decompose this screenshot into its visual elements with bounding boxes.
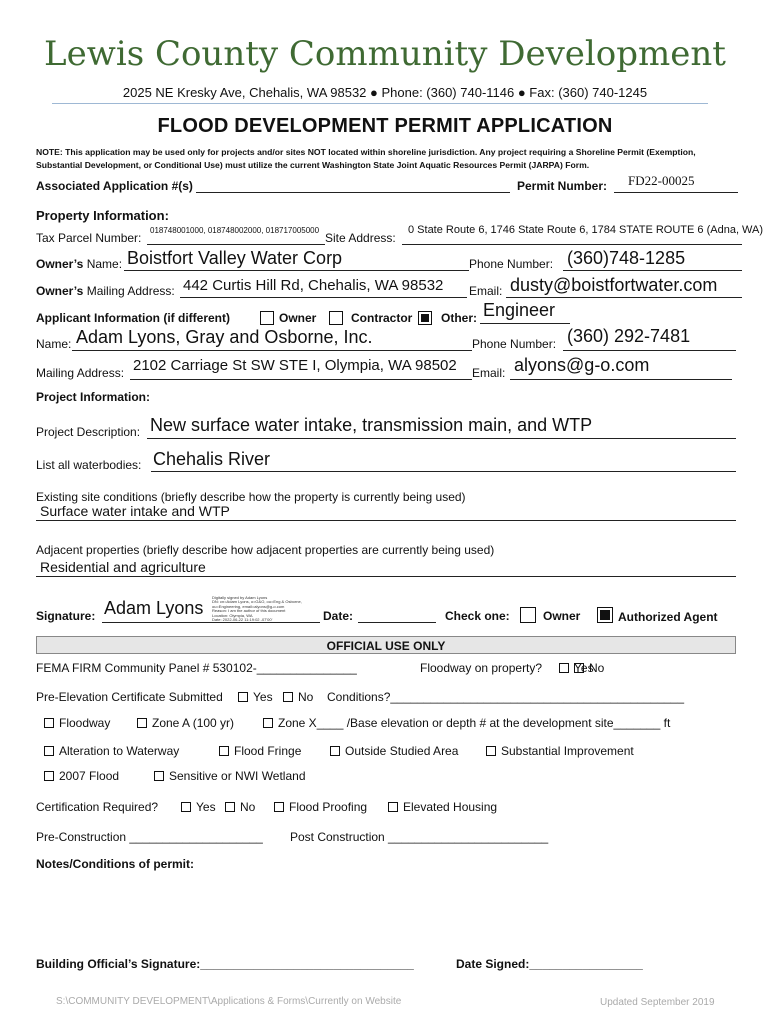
waterbodies-field[interactable] [151,471,736,472]
adjacent-value: Residential and agriculture [40,559,206,575]
checkbox[interactable] [181,802,191,812]
opt-flood-fringe-label: Flood Fringe [234,744,302,758]
owner-mail-field[interactable] [180,297,467,298]
digi-line: Digitally signed by Adam Lyons [212,595,268,600]
digi-line: DN: cn=Adam Lyons, o=G&O, ou=Eng & Osborne, [212,599,302,605]
permit-number-value: FD22-00025 [628,173,695,188]
owner-phone-field[interactable] [563,270,742,271]
opt-2007-flood-label: 2007 Flood [59,769,120,783]
org-address: 2025 NE Kresky Ave, Chehalis, WA 98532 ● Phone: (360) 740-1146 ● Fax: (360) 740-1245 [122,85,648,100]
cert-yes[interactable] [181,800,216,814]
opt-other[interactable] [418,309,432,327]
applicant-email-field[interactable] [510,379,732,380]
checkbox[interactable] [225,802,235,812]
opt-outside-studied[interactable] [330,744,458,758]
digi-line: Location: Olympia, WA [212,612,253,618]
opt-sensitive[interactable] [154,769,306,783]
site-address-field[interactable] [402,244,742,245]
signature-label: Signature: [36,609,96,623]
property-heading: Property Information: [36,208,169,223]
floodway-no[interactable] [574,661,604,675]
existing-value: Surface water intake and WTP [40,503,230,519]
other-checkbox[interactable] [418,311,432,325]
opt-zone-x-label: Zone X____ /Base elevation or depth # at the development site_______ ft [278,716,671,730]
opt-sensitive-label: Sensitive or NWI Wetland [169,769,306,783]
checkbox[interactable] [559,663,569,673]
opt-alteration[interactable] [44,744,179,758]
cert-no-label: No [240,800,256,814]
org-title: Lewis County Community Development [44,34,726,74]
owner-name-field[interactable] [124,270,469,271]
pre-elevation-no[interactable] [283,690,313,704]
checkbox[interactable] [44,718,54,728]
checkbox[interactable] [283,692,293,702]
site-address-value: 0 State Route 6, 1746 State Route 6, 1784 STATE ROUTE 6 (Adna, WA) [408,224,764,236]
applicant-phone-label: Phone Number: [472,337,557,351]
adjacent-field[interactable] [36,576,736,577]
header-divider [52,103,708,104]
check-owner[interactable] [520,607,536,625]
opt-substantial-label: Substantial Improvement [501,744,634,758]
opt-owner-label: Owner [279,311,317,325]
waterbodies-value: Chehalis River [153,449,271,469]
opt-alteration-label: Alteration to Waterway [59,744,180,758]
fema-panel: FEMA FIRM Community Panel # 530102-_______________ [36,661,357,675]
owner-email-field[interactable] [506,297,742,298]
floodway-yes-label: Yes [574,661,594,675]
owner-name-label [36,257,122,271]
date-signed[interactable]: Date Signed:_________________ [456,957,643,971]
check-agent-label: Authorized Agent [618,610,718,624]
signature-date-field[interactable] [358,622,436,623]
waterbodies-label: List all waterbodies: [36,458,142,472]
checkbox[interactable] [238,692,248,702]
check-owner-label: Owner [543,609,581,623]
project-desc-field[interactable] [147,438,736,439]
owner-email-value: dusty@boistfortwater.com [510,275,718,295]
digi-line: Date: 2022-06-22 11:19:02 -07'00' [212,617,273,623]
existing-label: Existing site conditions (briefly describe how the property is currently being used) [36,490,466,504]
owner-mail-label [36,284,175,298]
note-line-1: NOTE: This application may be used only for projects and/or sites NOT located within shoreline jurisdiction. Any project requiring a Shoreline Permit (Exemption, [36,147,696,157]
site-address-label: Site Address: [325,231,396,245]
owner-phone-value: (360)748-1285 [567,248,686,268]
cert-yes-label: Yes [196,800,216,814]
opt-contractor[interactable] [329,309,343,327]
applicant-phone-field[interactable] [563,350,736,351]
cert-no[interactable] [225,800,255,814]
checkbox[interactable] [486,746,496,756]
existing-field[interactable] [36,520,736,521]
permit-number-field[interactable] [614,192,738,193]
owner-mail-value: 442 Curtis Hill Rd, Chehalis, WA 98532 [183,277,444,294]
applicant-email-value: alyons@g-o.com [514,355,650,375]
opt-owner[interactable] [260,309,274,327]
opt-floodway-label: Floodway [59,716,111,730]
opt-zone-a[interactable] [137,716,234,730]
owner-label-rest: Name: [83,257,123,271]
project-desc-label: Project Description: [36,425,141,439]
permit-number-label: Permit Number: [517,179,608,193]
digi-line: ou=Engineering, email=alyons@g-o.com [212,603,285,609]
applicant-mail-value: 2102 Carriage St SW STE I, Olympia, WA 98502 [133,357,457,374]
project-desc-value: New surface water intake, transmission main, and WTP [150,415,593,435]
owner-email-label: Email: [469,284,503,298]
footer-path: S:\COMMUNITY DEVELOPMENT\Applications & Forms\Currently on Website [56,996,402,1007]
checkbox[interactable] [574,663,584,673]
digi-line: Reason: I am the author of this document [212,608,286,614]
applicant-mail-field[interactable] [130,379,472,380]
owner-mail-label-rest: Mailing Address: [83,284,175,298]
contractor-checkbox[interactable] [329,311,343,325]
parcel-value: 018748001000, 018748002000, 018717005000 [150,226,320,235]
checkbox[interactable] [44,746,54,756]
conditions-field[interactable]: Conditions?____________________________________________ [327,690,685,704]
opt-zone-a-label: Zone A (100 yr) [152,716,235,730]
pre-elevation-no-label: No [298,690,314,704]
opt-floodway[interactable] [44,716,110,730]
owner-name-value: Boistfort Valley Water Corp [127,248,343,268]
opt-elevated-housing[interactable] [388,800,497,814]
building-official-signature[interactable]: Building Official’s Signature:________________________________ [36,957,414,971]
opt-zone-x[interactable] [263,716,670,730]
opt-2007-flood[interactable] [44,769,119,783]
checkbox[interactable] [154,771,164,781]
owner-mail-label-bold: Owner’s [36,284,84,298]
applicant-name-value: Adam Lyons, Gray and Osborne, Inc. [76,327,373,347]
owner-label-bold: Owner’s [36,257,84,271]
other-field[interactable] [480,323,570,324]
pre-construction-field[interactable]: Pre-Construction ____________________ [36,830,263,844]
cert-required-label: Certification Required? [36,800,159,814]
checkbox[interactable] [388,802,398,812]
parcel-field[interactable] [147,244,325,245]
associated-app-field[interactable] [196,192,510,193]
checkbox[interactable] [330,746,340,756]
opt-substantial[interactable] [486,744,634,758]
applicant-name-field[interactable] [72,350,472,351]
checkbox[interactable] [137,718,147,728]
digital-signature-stamp [212,596,302,622]
owner-phone-label: Phone Number: [469,257,554,271]
footer-updated: Updated September 2019 [600,997,715,1008]
floodway-question: Floodway on property? [420,661,543,675]
opt-flood-fringe[interactable] [219,744,301,758]
post-construction-field[interactable]: Post Construction ________________________ [290,830,549,844]
pre-elevation-yes[interactable] [238,690,273,704]
form-title: FLOOD DEVELOPMENT PERMIT APPLICATION [157,115,613,137]
applicant-email-label: Email: [472,366,506,380]
applicant-mail-label: Mailing Address: [36,366,125,380]
checkbox[interactable] [263,718,273,728]
opt-contractor-label: Contractor [351,311,413,325]
check-one-label: Check one: [445,609,510,623]
opt-flood-proofing[interactable] [274,800,367,814]
notes-label: Notes/Conditions of permit: [36,857,194,871]
pre-elevation-label: Pre-Elevation Certificate Submitted [36,690,223,704]
opt-outside-studied-label: Outside Studied Area [345,744,459,758]
signature-date-label: Date: [323,609,354,623]
adjacent-label: Adjacent properties (briefly describe how adjacent properties are currently being used) [36,543,495,557]
project-heading: Project Information: [36,390,151,404]
floodway-no-label: No [589,661,605,675]
check-owner-box[interactable] [520,607,536,623]
applicant-phone-value: (360) 292-7481 [567,326,691,346]
pre-elevation-yes-label: Yes [253,690,273,704]
checkbox[interactable] [44,771,54,781]
opt-other-label: Other: [441,311,477,325]
parcel-label: Tax Parcel Number: [36,231,142,245]
applicant-heading: Applicant Information (if different) [36,311,230,325]
checkbox[interactable] [274,802,284,812]
opt-elevated-housing-label: Elevated Housing [403,800,498,814]
opt-flood-proofing-label: Flood Proofing [289,800,368,814]
check-agent-box[interactable] [597,607,613,623]
check-agent[interactable] [597,607,613,625]
applicant-name-label: Name: [36,337,72,351]
other-value: Engineer [483,300,556,320]
note-line-2: Substantial Development, or Conditional Use) must utilize the current Washington State Joint Aquatic Resources Permit (JARPA) Form. [36,160,590,170]
signature-value: Adam Lyons [104,598,204,618]
checkbox[interactable] [219,746,229,756]
owner-checkbox[interactable] [260,311,274,325]
official-use-bar: OFFICIAL USE ONLY [36,636,736,654]
associated-app-label: Associated Application #(s) [36,179,193,193]
